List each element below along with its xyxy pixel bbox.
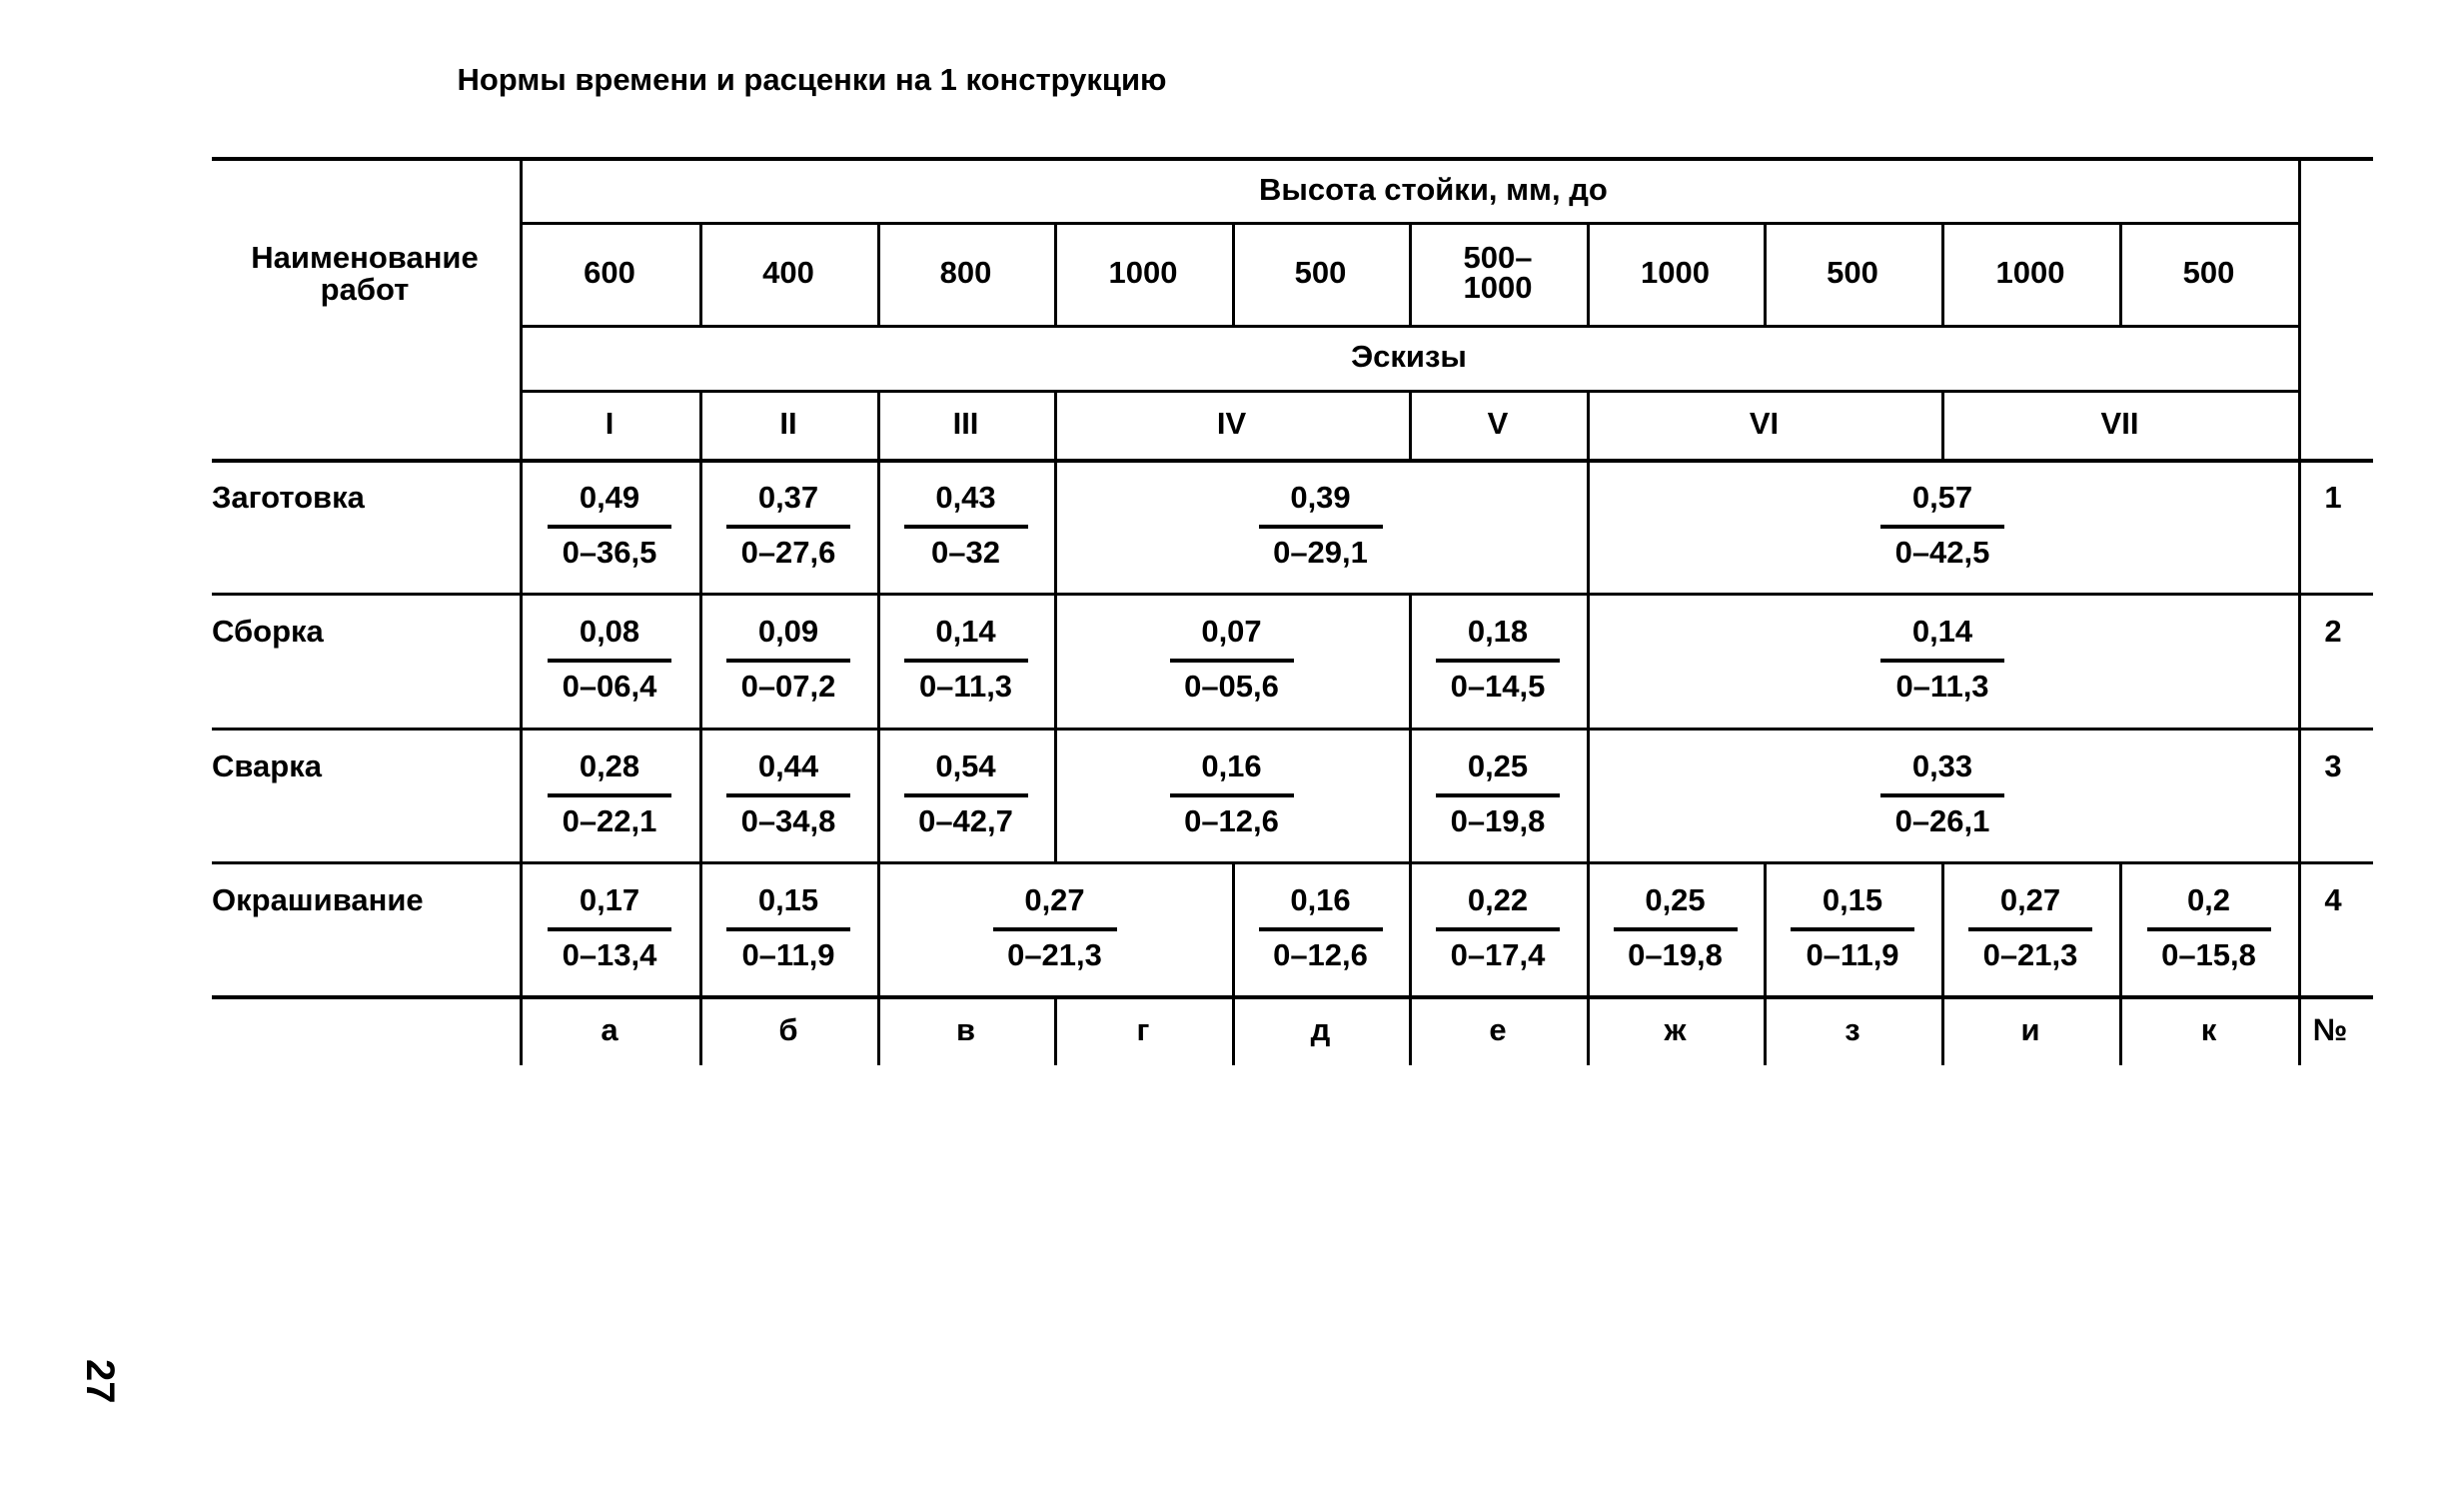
time-norm: 0,16: [1201, 748, 1262, 783]
rate-price: 0–12,6: [1273, 937, 1368, 972]
time-norm: 0,08: [579, 614, 640, 649]
rate-price: 0–13,4: [562, 937, 657, 972]
rate-cell: [877, 615, 1054, 707]
rate-price: 0–19,8: [1628, 937, 1723, 972]
fraction-bar: [904, 525, 1028, 529]
work-name: Сварка: [212, 748, 322, 783]
height-value: 1000: [1641, 255, 1710, 290]
time-norm: 0,33: [1911, 748, 1973, 783]
sketch-number: VI: [1749, 406, 1780, 441]
rate-price: 0–07,2: [740, 669, 836, 704]
rate-cell: [699, 883, 877, 975]
rate-cell: [1587, 481, 2298, 573]
work-name: Окрашивание: [212, 882, 424, 917]
time-norm: 0,17: [579, 882, 640, 917]
height-value: 500– 1000: [1463, 240, 1533, 305]
fraction-bar: [904, 659, 1028, 663]
header-rule: [520, 325, 2298, 328]
rate-cell: [1587, 883, 1764, 975]
height-value: 500: [1827, 255, 1878, 290]
fraction-bar: [1170, 659, 1294, 663]
rate-price: 0–42,5: [1894, 535, 1990, 570]
time-norm: 0,39: [1290, 480, 1351, 515]
time-norm: 0,15: [757, 882, 819, 917]
time-norm: 0,25: [1467, 748, 1529, 783]
sketch-number: V: [1487, 406, 1509, 441]
time-norm: 0,44: [757, 748, 819, 783]
time-norm: 0,18: [1467, 614, 1529, 649]
fraction-bar: [726, 927, 850, 931]
rate-cell: [1409, 615, 1587, 707]
column-letter: б: [778, 1012, 798, 1047]
rate-cell: [1054, 481, 1587, 573]
rate-cell: [1587, 749, 2298, 841]
time-norm: 0,25: [1645, 882, 1706, 917]
column-line: [1941, 390, 1944, 459]
fraction-bar: [1880, 659, 2004, 663]
page-number: 27: [78, 1359, 122, 1404]
rate-cell: [1054, 749, 1409, 841]
work-name: Сборка: [212, 614, 324, 649]
height-value: 800: [939, 255, 992, 290]
rate-price: 0–36,5: [562, 535, 657, 570]
work-name: Заготовка: [212, 480, 365, 515]
sketch-caption: Эскизы: [1351, 339, 1467, 374]
column-letter: к: [2200, 1012, 2217, 1047]
height-value: 500: [1294, 255, 1347, 290]
row-rule: [212, 728, 2373, 731]
rate-price: 0–26,1: [1894, 803, 1990, 838]
fraction-bar: [993, 927, 1117, 931]
fraction-bar: [548, 525, 671, 529]
fraction-bar: [726, 525, 850, 529]
rate-cell: [520, 749, 699, 841]
rate-price: 0–32: [931, 535, 1000, 570]
rate-price: 0–17,4: [1450, 937, 1546, 972]
row-rule: [212, 995, 2373, 999]
time-norm: 0,16: [1290, 882, 1351, 917]
rate-cell: [877, 481, 1054, 573]
fraction-bar: [1436, 793, 1560, 797]
rate-price: 0–29,1: [1273, 535, 1368, 570]
sketch-number: I: [605, 406, 615, 441]
time-norm: 0,49: [579, 480, 640, 515]
rate-cell: [520, 883, 699, 975]
rate-cell: [2119, 883, 2298, 975]
time-norm: 0,2: [2186, 882, 2231, 917]
height-caption: Высота стойки, мм, до: [1259, 172, 1608, 207]
fraction-bar: [1614, 927, 1738, 931]
time-norm: 0,09: [757, 614, 819, 649]
fraction-bar: [904, 793, 1028, 797]
rate-price: 0–14,5: [1450, 669, 1546, 704]
rate-price: 0–11,9: [1806, 937, 1899, 972]
sketch-number: VII: [2100, 406, 2139, 441]
rate-price: 0–11,9: [741, 937, 835, 972]
fraction-bar: [1436, 659, 1560, 663]
number-column-label: №: [2312, 1012, 2348, 1047]
column-letter: и: [2020, 1012, 2040, 1047]
rate-cell: [1764, 883, 1941, 975]
rate-price: 0–15,8: [2161, 937, 2256, 972]
rate-price: 0–27,6: [740, 535, 836, 570]
time-norm: 0,37: [757, 480, 819, 515]
height-value: 1000: [1108, 255, 1178, 290]
rate-cell: [1587, 615, 2298, 707]
rate-cell: [877, 883, 1232, 975]
fraction-bar: [2147, 927, 2271, 931]
time-norm: 0,14: [1911, 614, 1973, 649]
fraction-bar: [726, 793, 850, 797]
rate-cell: [1409, 883, 1587, 975]
time-norm: 0,57: [1911, 480, 1973, 515]
rate-price: 0–19,8: [1450, 803, 1546, 838]
sketch-number: II: [779, 406, 797, 441]
height-value: 400: [762, 255, 814, 290]
rate-price: 0–11,3: [918, 669, 1013, 704]
column-letter: з: [1845, 1012, 1860, 1047]
time-norm: 0,14: [935, 614, 996, 649]
time-norm: 0,27: [1024, 882, 1085, 917]
row-label-header: Наименование работ: [251, 240, 479, 307]
time-norm: 0,22: [1467, 882, 1529, 917]
row-number: 4: [2324, 882, 2342, 917]
time-norm: 0,54: [935, 748, 996, 783]
fraction-bar: [726, 659, 850, 663]
time-norm: 0,07: [1201, 614, 1262, 649]
column-letter: в: [955, 1012, 976, 1047]
time-norm: 0,28: [579, 748, 640, 783]
row-number: 2: [2324, 614, 2342, 649]
rate-cell: [699, 749, 877, 841]
rate-cell: [520, 481, 699, 573]
fraction-bar: [1259, 927, 1383, 931]
fraction-bar: [1880, 525, 2004, 529]
rate-cell: [699, 615, 877, 707]
row-rule: [212, 593, 2373, 596]
time-norm: 0,27: [1999, 882, 2061, 917]
rate-price: 0–06,4: [562, 669, 657, 704]
rate-price: 0–42,7: [918, 803, 1013, 838]
rate-price: 0–21,3: [1007, 937, 1102, 972]
rate-cell: [520, 615, 699, 707]
rate-price: 0–12,6: [1184, 803, 1279, 838]
column-letter: е: [1489, 1012, 1507, 1047]
column-letter: г: [1136, 1012, 1150, 1047]
column-letter: а: [601, 1012, 618, 1047]
time-norm: 0,15: [1822, 882, 1883, 917]
fraction-bar: [1968, 927, 2092, 931]
row-number: 1: [2324, 480, 2342, 515]
fraction-bar: [548, 793, 671, 797]
row-rule: [212, 861, 2373, 864]
row-number: 3: [2324, 748, 2342, 783]
rate-cell: [877, 749, 1054, 841]
height-value: 1000: [1995, 255, 2065, 290]
row-rule: [212, 459, 2373, 463]
height-value: 500: [2182, 255, 2235, 290]
rate-price: 0–05,6: [1184, 669, 1279, 704]
rate-price: 0–34,8: [740, 803, 836, 838]
column-line: [2298, 157, 2301, 1065]
fraction-bar: [1791, 927, 1914, 931]
fraction-bar: [1170, 793, 1294, 797]
sketch-number: IV: [1216, 406, 1247, 441]
time-norm: 0,43: [935, 480, 996, 515]
height-value: 600: [584, 255, 635, 290]
sketch-number: III: [952, 406, 979, 441]
rate-cell: [699, 481, 877, 573]
column-letter: ж: [1664, 1012, 1687, 1047]
rate-cell: [1409, 749, 1587, 841]
rate-cell: [1941, 883, 2119, 975]
rate-cell: [1054, 615, 1409, 707]
table-title: Нормы времени и расценки на 1 конструкцию: [457, 62, 1167, 97]
rate-price: 0–21,3: [1982, 937, 2078, 972]
fraction-bar: [1259, 525, 1383, 529]
fraction-bar: [1436, 927, 1560, 931]
column-letter: д: [1310, 1012, 1331, 1047]
rate-price: 0–11,3: [1895, 669, 1989, 704]
fraction-bar: [548, 927, 671, 931]
fraction-bar: [548, 659, 671, 663]
fraction-bar: [1880, 793, 2004, 797]
table-top-rule: [212, 157, 2373, 161]
rate-price: 0–22,1: [562, 803, 657, 838]
rate-cell: [1232, 883, 1409, 975]
